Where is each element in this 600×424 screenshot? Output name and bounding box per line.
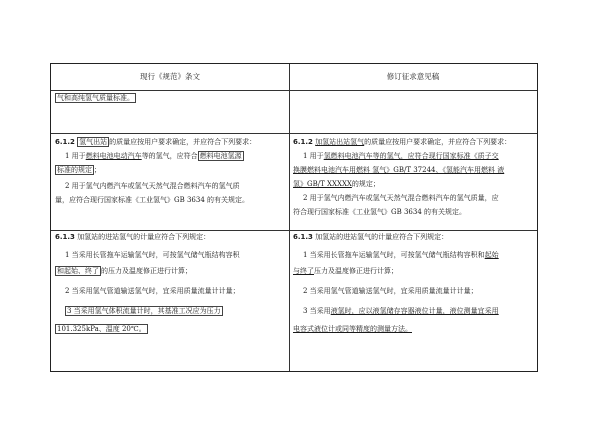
row3-left-cell	[55, 230, 287, 336]
clause-text: 1 当采用长管拖车运输氢气时，可按氢气储气瓶结构容积和	[303, 251, 485, 259]
row1-left-cell	[55, 91, 136, 105]
row3-right-cell	[293, 230, 537, 336]
clause-number: 6.1.2	[293, 138, 313, 146]
underlined-text: 液氢时，应以液氢储存容器液位计量，液位测量宜采用	[330, 307, 499, 315]
underlined-text: 氢》GB/T XXXXX	[293, 180, 352, 188]
boxed-text: 和起始、终了	[57, 267, 99, 275]
header-revision-draft: 修订征求意见稿	[386, 72, 440, 81]
underlined-text: 与终了	[293, 267, 314, 275]
header-current-spec: 现行《规范》条文	[140, 72, 200, 81]
underlined-text: 换膜燃料电池汽车用燃料 氢气》GB/T 37244、《氢能汽车用燃料 液	[293, 166, 505, 174]
clause-text: 的质量应按用户要求确定，并应符合下列要求：	[364, 138, 512, 146]
underlined-text: 燃料电池电动汽车	[85, 152, 142, 160]
clause-text: 2 用于氢气内燃汽车或氢气天然气混合燃料汽车的氢气质量，应	[303, 194, 499, 202]
clause-text: 压力及温度修正进行计算；	[314, 267, 398, 275]
clause-text: 2 当采用氢气管道输送氢气时，宜采用质量流量计计量；	[65, 287, 240, 295]
clause-text: 1 用于	[303, 152, 324, 160]
boxed-text: 氢气出站	[79, 138, 108, 146]
underlined-text: 氢燃料电池汽车等的氢气，应符合现行国家标准《质子交	[323, 152, 499, 160]
clause-text: 1 用于	[65, 152, 86, 160]
boxed-text: 101.325kPa、温度 20℃。	[57, 325, 146, 333]
clause-text: 的规定；	[351, 180, 380, 188]
clause-text: 量，应符合现行国家标准《工业氢气》GB 3634 的有关规定。	[55, 196, 249, 204]
row-divider-1	[51, 133, 537, 134]
clause-text: ；	[94, 166, 101, 174]
clause-number: 6.1.3	[293, 233, 313, 241]
clause-text: 加氢站的进站氢气的计量应符合下列规定：	[77, 233, 211, 241]
clause-text: 2 当采用氢气管道输送氢气时，宜采用质量流量计计量；	[303, 287, 478, 295]
comparison-table	[50, 63, 538, 372]
clause-number: 6.1.3	[55, 233, 75, 241]
column-divider	[289, 64, 290, 371]
boxed-text: 燃料电池氢源	[199, 152, 242, 160]
row2-left-cell	[55, 135, 287, 207]
clause-text: 3 当采用	[303, 307, 331, 315]
clause-text: 符合现行国家标准《工业氢气》GB 3634 的有关规定。	[293, 208, 466, 216]
clause-text: 的压力及温度修正进行计算；	[101, 267, 192, 275]
clause-text: 1 当采用长管拖车运输氢气时，可按氢气储气瓶结构容积	[65, 251, 240, 259]
boxed-text: 标准的规定	[57, 166, 92, 174]
clause-number: 6.1.2	[55, 138, 75, 146]
underlined-text: 加氢站出站氢气	[315, 138, 365, 146]
clause-text: 的质量应按用户要求确定，并应符合下列要求：	[109, 138, 257, 146]
clause-text: 加氢站的进站氢气的计量应符合下列规定：	[315, 233, 449, 241]
underlined-text: 起始	[484, 251, 499, 259]
clause-text: 2 用于氢气内燃汽车或氢气天然气混合燃料汽车的氢气质	[65, 182, 240, 190]
row2-right-cell	[293, 135, 537, 219]
clause-text: 等的氢气，应符合	[141, 152, 198, 160]
boxed-text: 3 当采用氢气体积流量计时，其基准工况应为压力	[67, 307, 221, 315]
underlined-text: 电容式液位计或同等精度的测量方法。	[293, 325, 412, 333]
row1-left-text: 气和高纯氢气质量标准。	[57, 94, 134, 102]
